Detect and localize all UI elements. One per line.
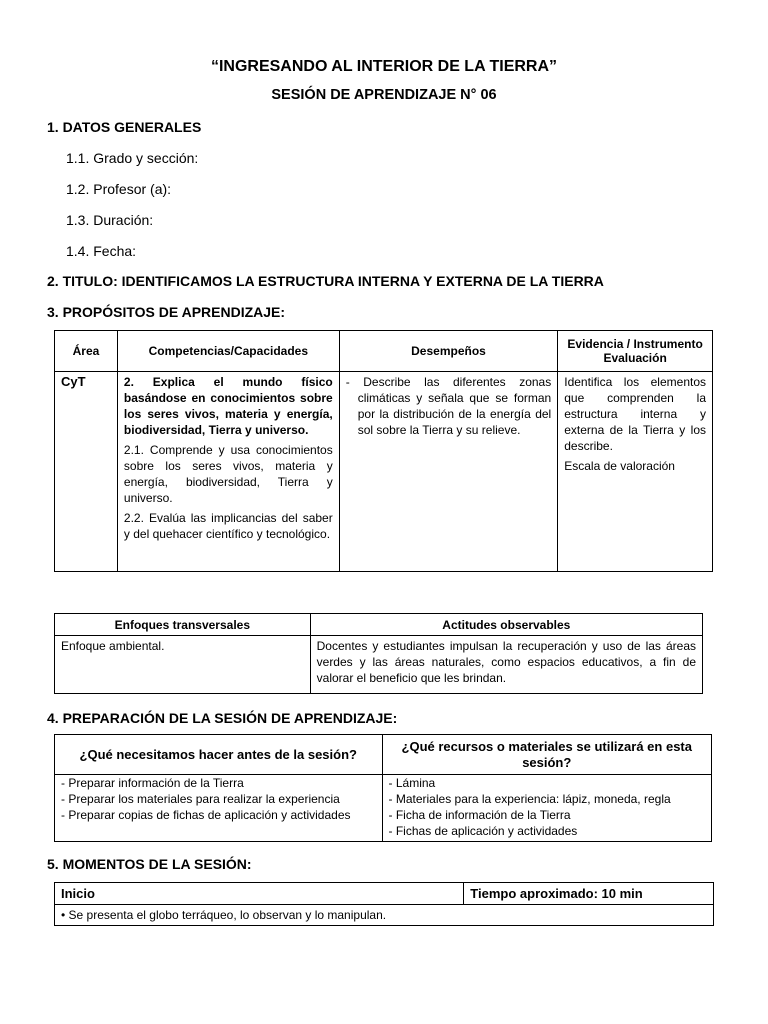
propositos-table bbox=[54, 330, 713, 572]
tiempo-label: Tiempo aproximado: 10 min bbox=[464, 883, 714, 905]
desempeno-item: - Describe las diferentes zonas climáticas y señala que se forman por la distribución de la energía del sol sobre la Tierra y su relieve. bbox=[346, 374, 552, 438]
section3-heading: 3. PROPÓSITOS DE APRENDIZAJE: bbox=[47, 304, 286, 320]
inicio-label: Inicio bbox=[55, 883, 464, 905]
evidencia-cell bbox=[558, 372, 713, 572]
capacidad-1-text: 2.1. Comprende y usa conocimientos sobre los seres vivos, materia y energía, biodiversidad, Tierra y universo. bbox=[123, 443, 333, 505]
momento-item: • Se presenta el globo terráqueo, lo observan y lo manipulan. bbox=[61, 907, 707, 923]
recurso-item: - Ficha de información de la Tierra bbox=[389, 807, 706, 823]
header-area: Área bbox=[55, 331, 118, 372]
recurso-item: - Materiales para la experiencia: lápiz, moneda, regla bbox=[389, 791, 706, 807]
momentos-row bbox=[55, 905, 714, 926]
header-competencias: Competencias/Capacidades bbox=[117, 331, 339, 372]
recurso-item: - Lámina bbox=[389, 775, 706, 791]
evidencia-text: Identifica los elementos que comprenden la estructura interna y externa de la Tierra y los describe. bbox=[564, 375, 706, 453]
competencias-cell bbox=[117, 372, 339, 572]
header-evidencia: Evidencia / Instrumento Evaluación bbox=[558, 331, 713, 372]
propositos-row bbox=[55, 372, 713, 572]
momentos-header-row bbox=[55, 883, 714, 905]
recurso-item: - Fichas de aplicación y actividades bbox=[389, 823, 706, 839]
section2-heading: 2. TITULO: IDENTIFICAMOS LA ESTRUCTURA INTERNA Y EXTERNA DE LA TIERRA bbox=[47, 273, 604, 289]
preparacion-header-row bbox=[55, 735, 712, 775]
document-title: “INGRESANDO AL INTERIOR DE LA TIERRA” bbox=[210, 58, 558, 75]
section5-heading: 5. MOMENTOS DE LA SESIÓN: bbox=[47, 856, 252, 872]
antes-cell bbox=[55, 775, 383, 842]
enfoques-table bbox=[54, 613, 703, 694]
antes-item: - Preparar los materiales para realizar la experiencia bbox=[61, 791, 376, 807]
momentos-table bbox=[54, 882, 714, 926]
section4-heading: 4. PREPARACIÓN DE LA SESIÓN DE APRENDIZAJE: bbox=[47, 710, 398, 726]
desempenos-cell bbox=[339, 372, 558, 572]
capacidad-2-text: 2.2. Evalúa las implicancias del saber y del quehacer científico y tecnológico. bbox=[123, 511, 333, 541]
enfoques-header-row bbox=[55, 614, 703, 636]
header-antes: ¿Qué necesitamos hacer antes de la sesión? bbox=[55, 735, 383, 775]
grado-seccion-label: 1.1. Grado y sección: bbox=[66, 150, 199, 166]
session-subtitle: SESIÓN DE APRENDIZAJE N° 06 bbox=[271, 87, 497, 103]
antes-item: - Preparar copias de fichas de aplicación y actividades bbox=[61, 807, 376, 823]
header-enfoques: Enfoques transversales bbox=[55, 614, 311, 636]
duracion-label: 1.3. Duración: bbox=[66, 212, 154, 228]
enfoques-row bbox=[55, 636, 703, 694]
section1-heading: 1. DATOS GENERALES bbox=[47, 119, 202, 135]
actitud-cell: Docentes y estudiantes impulsan la recuperación y uso de las áreas verdes y las áreas naturales, como espacios educativos, a fin de valorar el beneficio que les brindan. bbox=[310, 636, 702, 694]
instrumento-text: Escala de valoración bbox=[564, 459, 675, 473]
area-cell: CyT bbox=[55, 372, 118, 572]
propositos-header-row bbox=[55, 331, 713, 372]
header-actitudes: Actitudes observables bbox=[310, 614, 702, 636]
preparacion-table bbox=[54, 734, 712, 842]
fecha-label: 1.4. Fecha: bbox=[66, 243, 137, 259]
momentos-cell bbox=[55, 905, 714, 926]
enfoque-cell: Enfoque ambiental. bbox=[55, 636, 311, 694]
competencia-text: 2. Explica el mundo físico basándose en conocimientos sobre los seres vivos, materia y energía, biodiversidad, Tierra y universo. bbox=[123, 375, 333, 437]
recursos-cell bbox=[382, 775, 712, 842]
antes-item: - Preparar información de la Tierra bbox=[61, 775, 376, 791]
header-desempenos: Desempeños bbox=[339, 331, 558, 372]
profesor-label: 1.2. Profesor (a): bbox=[66, 181, 172, 197]
header-recursos: ¿Qué recursos o materiales se utilizará en esta sesión? bbox=[382, 735, 712, 775]
preparacion-row bbox=[55, 775, 712, 842]
